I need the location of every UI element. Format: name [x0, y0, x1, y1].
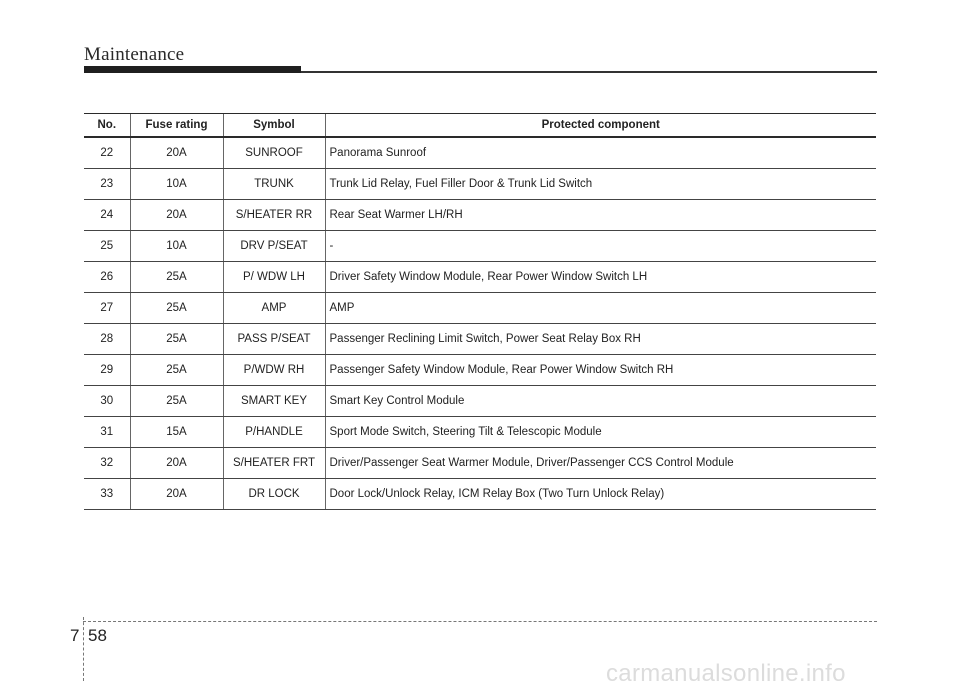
cell-no: 24 [84, 200, 130, 231]
cell-rating: 25A [130, 324, 223, 355]
cell-symbol: DRV P/SEAT [223, 231, 325, 262]
cell-no: 23 [84, 169, 130, 200]
cell-symbol: TRUNK [223, 169, 325, 200]
page-number: 58 [88, 626, 107, 645]
header-rule-thick [84, 66, 301, 73]
table-header-row [84, 114, 876, 138]
cell-component: Passenger Reclining Limit Switch, Power Seat Relay Box RH [325, 324, 876, 355]
fuse-table [84, 113, 876, 510]
cell-no: 31 [84, 417, 130, 448]
column-header-no: No. [84, 114, 130, 138]
cell-symbol: SMART KEY [223, 386, 325, 417]
cell-rating: 10A [130, 169, 223, 200]
cell-symbol: P/HANDLE [223, 417, 325, 448]
column-header-fuse-rating: Fuse rating [130, 114, 223, 138]
column-header-symbol: Symbol [223, 114, 325, 138]
cell-rating: 15A [130, 417, 223, 448]
cell-rating: 20A [130, 137, 223, 169]
cell-symbol: P/WDW RH [223, 355, 325, 386]
cell-component: Sport Mode Switch, Steering Tilt & Telescopic Module [325, 417, 876, 448]
cell-component: AMP [325, 293, 876, 324]
cell-symbol: PASS P/SEAT [223, 324, 325, 355]
cell-no: 33 [84, 479, 130, 510]
cell-component: Rear Seat Warmer LH/RH [325, 200, 876, 231]
cell-rating: 25A [130, 386, 223, 417]
cell-rating: 25A [130, 355, 223, 386]
cell-symbol: AMP [223, 293, 325, 324]
cell-symbol: SUNROOF [223, 137, 325, 169]
cell-component: Trunk Lid Relay, Fuel Filler Door & Trunk Lid Switch [325, 169, 876, 200]
cell-symbol: S/HEATER RR [223, 200, 325, 231]
cell-component: Smart Key Control Module [325, 386, 876, 417]
cell-component: Door Lock/Unlock Relay, ICM Relay Box (Two Turn Unlock Relay) [325, 479, 876, 510]
cell-no: 22 [84, 137, 130, 169]
column-header-protected-component: Protected component [325, 114, 876, 138]
watermark-text: carmanualsonline.info [606, 660, 846, 687]
table-row [84, 231, 876, 262]
table-row [84, 169, 876, 200]
table-row [84, 293, 876, 324]
footer-vertical-rule [83, 617, 84, 681]
table-row [84, 448, 876, 479]
cell-no: 28 [84, 324, 130, 355]
cell-component: Passenger Safety Window Module, Rear Power Window Switch RH [325, 355, 876, 386]
cell-component: Driver Safety Window Module, Rear Power Window Switch LH [325, 262, 876, 293]
table-row [84, 137, 876, 169]
table-row [84, 479, 876, 510]
page-section-title: Maintenance [84, 44, 185, 65]
footer-horizontal-rule [83, 621, 877, 622]
cell-symbol: P/ WDW LH [223, 262, 325, 293]
cell-rating: 20A [130, 479, 223, 510]
cell-no: 25 [84, 231, 130, 262]
chapter-number: 7 [70, 626, 80, 645]
header-rule-thin [301, 71, 877, 73]
table-row [84, 324, 876, 355]
cell-no: 32 [84, 448, 130, 479]
table-row [84, 262, 876, 293]
cell-component: - [325, 231, 876, 262]
table-row [84, 200, 876, 231]
cell-rating: 25A [130, 262, 223, 293]
table-row [84, 386, 876, 417]
cell-no: 29 [84, 355, 130, 386]
cell-no: 30 [84, 386, 130, 417]
cell-rating: 10A [130, 231, 223, 262]
table-row [84, 417, 876, 448]
cell-rating: 20A [130, 448, 223, 479]
cell-component: Panorama Sunroof [325, 137, 876, 169]
cell-no: 26 [84, 262, 130, 293]
cell-symbol: DR LOCK [223, 479, 325, 510]
cell-symbol: S/HEATER FRT [223, 448, 325, 479]
cell-no: 27 [84, 293, 130, 324]
cell-rating: 20A [130, 200, 223, 231]
table-row [84, 355, 876, 386]
cell-component: Driver/Passenger Seat Warmer Module, Driver/Passenger CCS Control Module [325, 448, 876, 479]
cell-rating: 25A [130, 293, 223, 324]
